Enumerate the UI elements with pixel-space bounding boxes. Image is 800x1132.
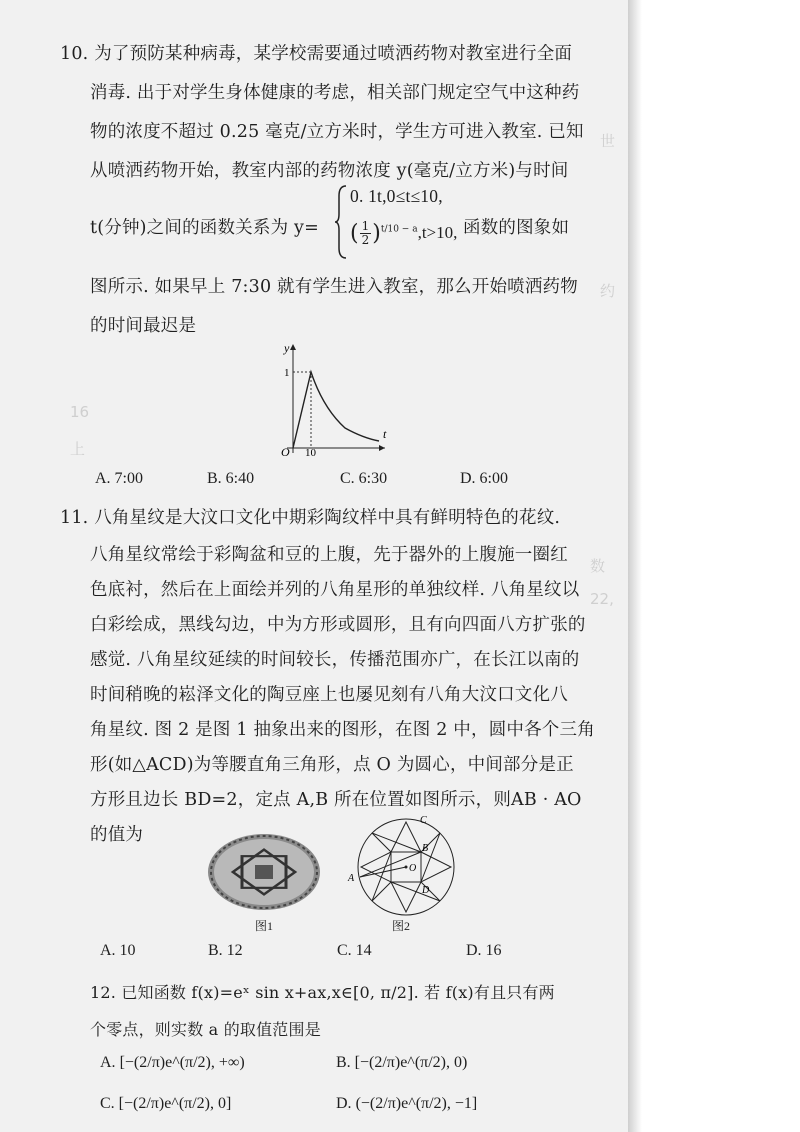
bleed-through-text: 上 <box>70 440 86 458</box>
q11-line-10: 的值为 <box>90 825 144 845</box>
figure-1-caption: 图1 <box>255 919 274 933</box>
case2-exponent: t/10 − a <box>380 224 418 235</box>
graph-origin-label: O <box>281 445 290 458</box>
q11-line-6: 时间稍晚的崧泽文化的陶豆座上也屡见刻有八角大汶口文化八 <box>90 685 568 705</box>
q10-line-2: 消毒. 出于对学生身体健康的考虑，相关部门规定空气中这种药 <box>90 83 580 103</box>
q11-line-7: 角星纹. 图 2 是图 1 抽象出来的图形，在图 2 中，圆中各个三角 <box>90 720 595 740</box>
q11-line-8: 形(如△ACD)为等腰直角三角形，点 O 为圆心，中间部分是正 <box>90 755 574 775</box>
q12-line-1: 12. 已知函数 f(x)=eˣ sin x+ax,x∈[0, π/2]. 若 f(x)有且只有两 <box>90 983 555 1002</box>
q10-option-d: D. 6:00 <box>460 470 508 487</box>
q12-option-d <box>336 1095 477 1113</box>
point-B-label: B <box>422 843 429 854</box>
figure-1-octagram-disc <box>205 832 323 912</box>
graph-peak-y-label: 1 <box>284 367 290 379</box>
q10-option-c: C. 6:30 <box>340 470 388 487</box>
bleed-through-text: 22, <box>590 590 614 608</box>
point-D-label: D <box>422 885 430 896</box>
q10-option-a: A. 7:00 <box>95 470 143 487</box>
q10-case-1: 0. 1t,0≤t≤10, <box>350 186 443 206</box>
q12-line-2: 个零点，则实数 a 的取值范围是 <box>90 1020 321 1039</box>
point-A-label: A <box>348 873 355 884</box>
q10-func-prefix: t(分钟)之间的函数关系为 y= <box>90 218 319 238</box>
segment-AO <box>360 867 406 877</box>
paper-edge <box>628 0 642 1132</box>
q11-option-b: B. 12 <box>208 942 243 959</box>
graph-y-label: y <box>284 341 290 355</box>
q12-option-b-label: B. <box>336 1054 351 1071</box>
q12-option-a-label: A. <box>100 1054 116 1071</box>
point-C-label: C <box>420 815 427 826</box>
y-axis-arrow <box>290 344 296 350</box>
q10-func-suffix: 函数的图象如 <box>463 218 570 238</box>
q11-option-c: C. 14 <box>337 942 372 959</box>
q10-line-3: 物的浓度不超过 0.25 毫克/立方米时，学生方可进入教室. 已知 <box>90 122 584 142</box>
case2-base-numerator: 1 <box>361 219 370 233</box>
q12-option-c-label: C. <box>100 1095 115 1112</box>
bleed-through-text: 世 <box>600 132 616 150</box>
q12-option-d-text: (−(2/π)e^(π/2), −1] <box>355 1095 478 1112</box>
q11-line-5: 感觉. 八角星纹延续的时间较长，传播范围亦广，在长江以南的 <box>90 650 580 670</box>
q12-option-b-text: [−(2/π)e^(π/2), 0) <box>354 1054 468 1071</box>
point-O-label: O <box>409 863 417 874</box>
bleed-through-text: 约 <box>600 282 616 300</box>
q11-option-a: A. 10 <box>100 942 136 959</box>
q11-line-4: 白彩绘成，黑线勾边，中为方形或圆形，且有向四面八方扩张的 <box>90 615 586 635</box>
q11-line-9: 方形且边长 BD=2，定点 A,B 所在位置如图所示，则AB · AO <box>90 790 582 810</box>
q10-line-1: 10. 为了预防某种病毒，某学校需要通过喷洒药物对教室进行全面 <box>60 44 573 64</box>
piecewise-brace <box>333 184 349 260</box>
q12-option-b <box>336 1054 467 1072</box>
case2-condition: ,t>10, <box>417 223 458 242</box>
q10-line-after: 图所示. 如果早上 7:30 就有学生进入教室，那么开始喷洒药物 <box>90 277 578 297</box>
graph-peak-x-label: 10 <box>305 447 316 458</box>
figure-2-caption: 图2 <box>392 919 411 933</box>
bleed-through-text: 数 <box>590 557 606 575</box>
q10-line-4: 从喷洒药物开始，教室内部的药物浓度 y(毫克/立方米)与时间 <box>90 161 569 181</box>
q10-option-b: B. 6:40 <box>207 470 255 487</box>
graph-x-label: t <box>383 427 387 441</box>
q12-option-c-text: [−(2/π)e^(π/2), 0] <box>118 1095 232 1112</box>
q12-option-d-label: D. <box>336 1095 352 1112</box>
q10-line-last: 的时间最迟是 <box>90 316 197 336</box>
case2-base-denominator: 2 <box>361 233 370 247</box>
x-axis-arrow <box>379 445 385 451</box>
q12-option-a-text: [−(2/π)e^(π/2), +∞) <box>119 1054 245 1071</box>
concentration-curve <box>293 372 379 448</box>
q11-option-d: D. 16 <box>466 942 502 959</box>
q12-option-a <box>100 1054 245 1072</box>
figure-2-diagram <box>340 815 470 917</box>
q10-graph <box>275 338 395 458</box>
q11-line-2: 八角星纹常绘于彩陶盆和豆的上腹，先于器外的上腹施一圈红 <box>90 545 568 565</box>
q10-case-2: ( $\frac{1}{2}$ )$^{t/10 - a}$,t>10, <box>350 219 458 247</box>
q11-line-1: 11. 八角星纹是大汶口文化中期彩陶纹样中具有鲜明特色的花纹. <box>60 508 561 528</box>
q11-line-3: 色底衬，然后在上面绘并列的八角星形的单独纹样. 八角星纹以 <box>90 580 580 600</box>
q12-option-c <box>100 1095 231 1113</box>
bleed-through-text: 16 <box>70 403 90 421</box>
